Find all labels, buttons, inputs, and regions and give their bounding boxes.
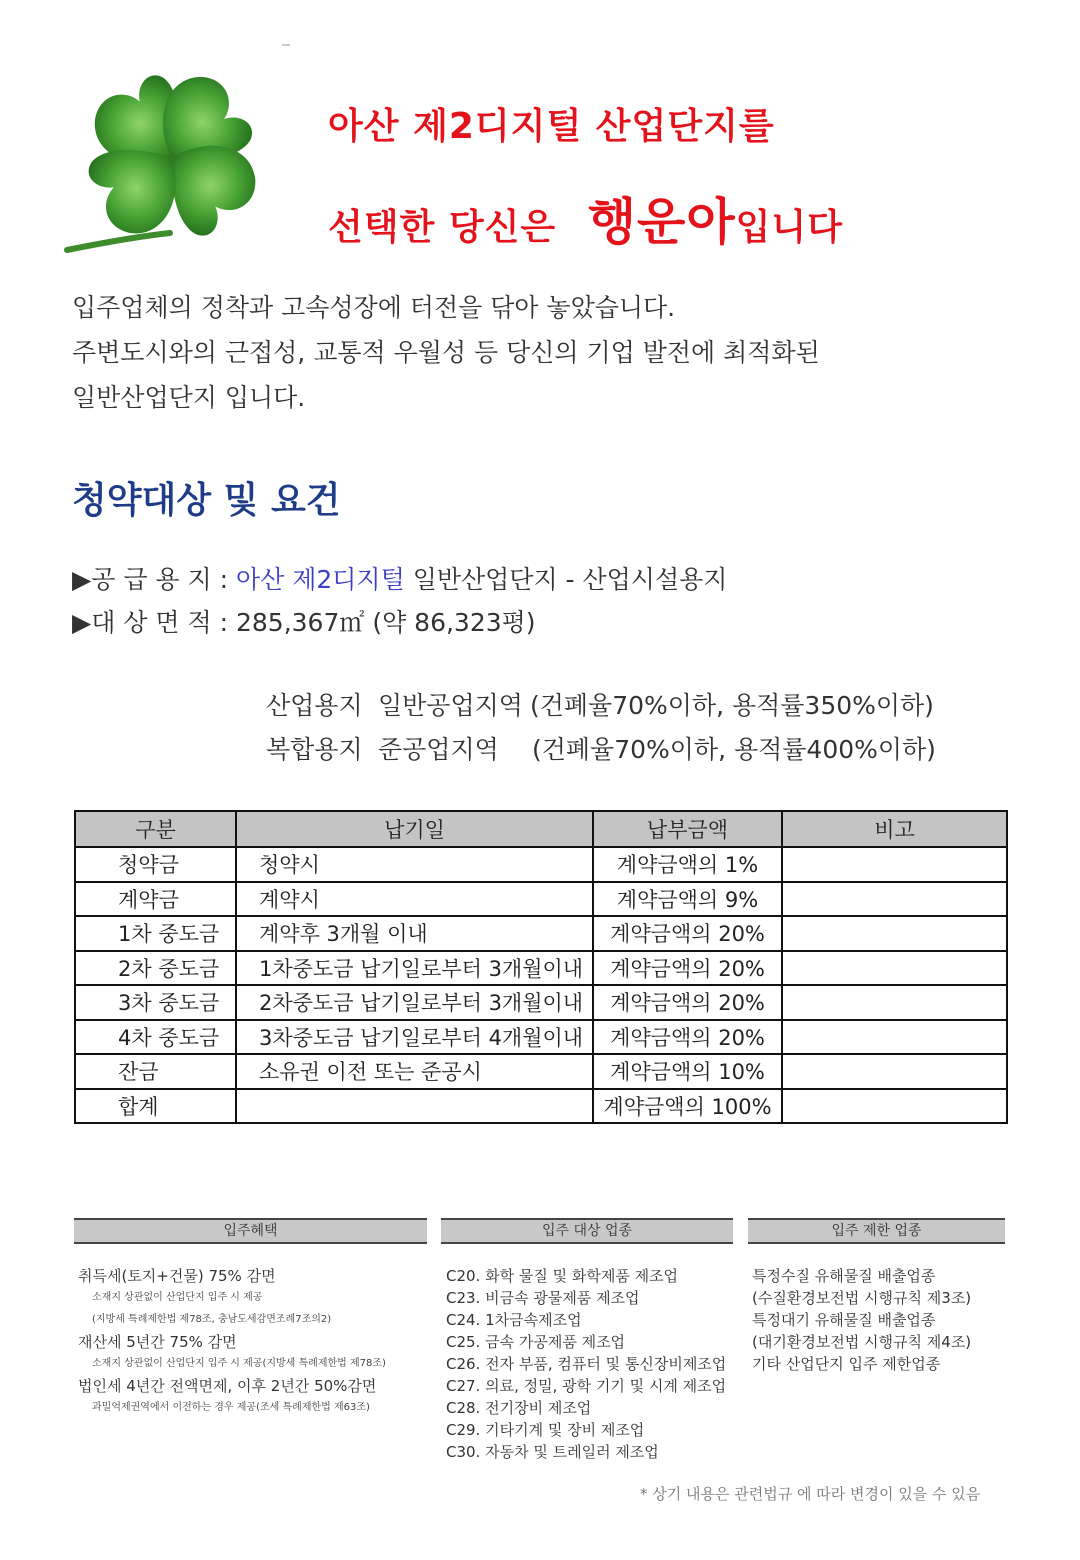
table-row-total: [75, 1089, 1007, 1124]
table-cell: 계약금: [75, 882, 236, 917]
table-cell: [782, 882, 1007, 917]
table-cell: [236, 1089, 593, 1124]
table-cell: 1차중도금 납기일로부터 3개월이내: [236, 951, 593, 986]
table-cell: 1차 중도금: [75, 916, 236, 951]
supply-rest: 일반산업단지 - 산업시설용지: [404, 565, 728, 594]
table-cell: [782, 985, 1007, 1020]
industry-item: C29. 기타기계 및 장비 제조업: [446, 1421, 645, 1439]
benefits-header: 입주혜택: [74, 1218, 427, 1244]
decorative-mark: [282, 44, 290, 46]
industry-item: C27. 의료, 정밀, 광학 기기 및 시계 제조업: [446, 1377, 727, 1395]
table-row: [75, 882, 1007, 917]
zone-name: 산업용지: [266, 691, 363, 720]
industry-item: C20. 화학 물질 및 화학제품 제조업: [446, 1267, 679, 1285]
headline-emphasis: 행운아: [587, 193, 736, 251]
intro-line: 주변도시와의 근접성, 교통적 우월성 등 당신의 기업 발전에 최적화된: [72, 338, 820, 367]
table-cell: 합계: [75, 1089, 236, 1124]
table-row: [75, 1020, 1007, 1055]
table-cell: 계약금액의 20%: [593, 1020, 782, 1055]
headline-line-2: [328, 182, 843, 254]
column-header: 비고: [782, 811, 1007, 847]
table-cell: [782, 951, 1007, 986]
industry-item: C23. 비금속 광물제품 제조업: [446, 1289, 640, 1307]
zone-name: 복합용지: [266, 735, 363, 764]
table-row: [75, 985, 1007, 1020]
benefit-item: 재산세 5년간 75% 감면: [78, 1333, 237, 1351]
table-cell: 계약금액의 10%: [593, 1054, 782, 1089]
zone-row: [266, 686, 934, 722]
table-cell: 2차중도금 납기일로부터 3개월이내: [236, 985, 593, 1020]
table-row: [75, 1054, 1007, 1089]
table-cell: 계약금액의 100%: [593, 1089, 782, 1124]
table-cell: 계약금액의 9%: [593, 882, 782, 917]
industry-item: C24. 1차금속제조업: [446, 1311, 582, 1329]
table-cell: 소유권 이전 또는 준공시: [236, 1054, 593, 1089]
benefit-item: 법인세 4년간 전액면제, 이후 2년간 50%감면: [78, 1377, 377, 1395]
table-cell: 잔금: [75, 1054, 236, 1089]
benefit-note: (지방세 특례제한법 제78조, 충남도세감면조례7조의2): [92, 1314, 332, 1325]
supply-land-spec: [72, 560, 727, 596]
headline-line-1: 아산 제2디지털 산업단지를: [328, 106, 775, 147]
zone-type: 일반공업지역: [378, 691, 523, 720]
zone-ratio: (건폐율70%이하, 용적률350%이하): [530, 691, 934, 720]
column-header: 납부금액: [593, 811, 782, 847]
restricted-item: 특정수질 유해물질 배출업종: [752, 1267, 936, 1285]
benefit-note: 소재지 상관없이 산업단지 입주 시 제공: [92, 1292, 263, 1303]
table-cell: 계약금액의 20%: [593, 916, 782, 951]
industry-item: C28. 전기장비 제조업: [446, 1399, 592, 1417]
benefit-item: 취득세(토지+건물) 75% 감면: [78, 1267, 276, 1285]
table-cell: [782, 1054, 1007, 1089]
supply-label: ▶공 급 용 지 :: [72, 565, 236, 594]
table-cell: 계약후 3개월 이내: [236, 916, 593, 951]
restricted-item: (수질환경보전법 시행규칙 제3조): [752, 1289, 972, 1307]
benefit-note: 소재지 상관없이 산업단지 입주 시 제공(지방세 특례제한법 제78조): [92, 1358, 386, 1369]
supply-accent: 아산 제2디지털: [235, 565, 405, 594]
industry-item: C30. 자동차 및 트레일러 제조업: [446, 1443, 659, 1461]
restricted-industries-header: 입주 제한 업종: [748, 1218, 1005, 1244]
table-row: [75, 916, 1007, 951]
zone-row: [266, 730, 936, 766]
footnote: * 상기 내용은 관련법규 에 따라 변경이 있을 수 있음: [640, 1485, 981, 1503]
table-cell: 4차 중도금: [75, 1020, 236, 1055]
four-leaf-clover-icon: [62, 58, 292, 258]
target-area-spec: [72, 603, 536, 639]
payment-schedule-table: [74, 810, 1008, 1124]
table-cell: 계약금액의 20%: [593, 951, 782, 986]
column-header: 구분: [75, 811, 236, 847]
table-row: [75, 847, 1007, 882]
table-cell: 계약시: [236, 882, 593, 917]
intro-line: 입주업체의 정착과 고속성장에 터전을 닦아 놓았습니다.: [72, 293, 676, 322]
area-value: 285,367㎡ (약 86,323평): [235, 608, 536, 637]
table-cell: 2차 중도금: [75, 951, 236, 986]
table-cell: 계약금액의 20%: [593, 985, 782, 1020]
table-cell: 3차중도금 납기일로부터 4개월이내: [236, 1020, 593, 1055]
zone-ratio: (건폐율70%이하, 용적률400%이하): [532, 735, 936, 764]
area-label: ▶대 상 면 적 :: [72, 608, 236, 637]
industry-item: C25. 금속 가공제품 제조업: [446, 1333, 626, 1351]
table-cell: 3차 중도금: [75, 985, 236, 1020]
table-row: [75, 951, 1007, 986]
section-title: 청약대상 및 요건: [72, 480, 341, 521]
industry-item: C26. 전자 부품, 컴퓨터 및 통신장비제조업: [446, 1355, 727, 1373]
zone-type: 준공업지역: [378, 735, 499, 764]
table-cell: [782, 847, 1007, 882]
column-header: 납기일: [236, 811, 593, 847]
restricted-item: 특정대기 유해물질 배출업종: [752, 1311, 936, 1329]
table-cell: 계약금액의 1%: [593, 847, 782, 882]
table-header-row: [75, 811, 1007, 847]
restricted-item: (대기환경보전법 시행규칙 제4조): [752, 1333, 972, 1351]
target-industries-header: 입주 대상 업종: [441, 1218, 733, 1244]
table-cell: 청약시: [236, 847, 593, 882]
table-cell: [782, 916, 1007, 951]
headline-line-2-prefix: 선택한 당신은: [328, 207, 557, 248]
headline-line-2-suffix: 입니다: [735, 207, 843, 248]
table-cell: [782, 1089, 1007, 1124]
benefit-note: 과밀억제권역에서 이전하는 경우 제공(조세 특례제한법 제63조): [92, 1402, 370, 1413]
table-cell: 청약금: [75, 847, 236, 882]
intro-line: 일반산업단지 입니다.: [72, 383, 306, 412]
restricted-item: 기타 산업단지 입주 제한업종: [752, 1355, 941, 1373]
table-cell: [782, 1020, 1007, 1055]
